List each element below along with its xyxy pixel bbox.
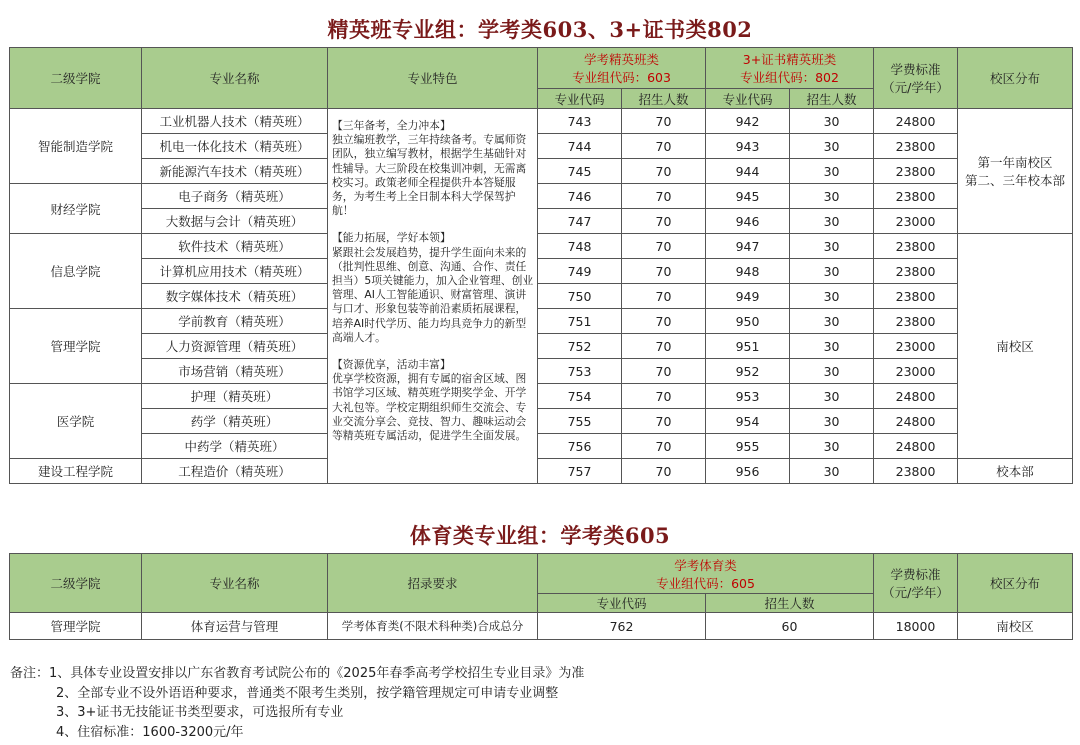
section1-title: 精英班专业组：学考类603、3+证书类802	[327, 17, 753, 42]
code-cell: 956	[706, 459, 790, 484]
enroll-cell: 30	[790, 309, 874, 334]
fee-unit: （元/学年）	[882, 80, 949, 95]
group-802-code: 专业组代码：802	[740, 70, 839, 85]
enroll-cell: 70	[622, 284, 706, 309]
enroll-cell: 70	[622, 159, 706, 184]
header-campus: 校区分布	[958, 48, 1073, 109]
enroll-cell: 70	[622, 334, 706, 359]
table-row	[10, 359, 1073, 384]
enroll-cell: 30	[790, 334, 874, 359]
table-row	[10, 459, 1073, 484]
major-cell: 药学（精英班）	[142, 409, 328, 434]
enroll-cell: 70	[622, 359, 706, 384]
code-cell: 949	[706, 284, 790, 309]
header-group-802	[706, 48, 874, 89]
table-row	[10, 184, 1073, 209]
enroll-cell: 30	[790, 184, 874, 209]
code-cell: 747	[538, 209, 622, 234]
enroll-cell: 70	[622, 309, 706, 334]
enroll-cell: 70	[622, 234, 706, 259]
enroll-cell: 70	[622, 434, 706, 459]
enroll-cell: 30	[790, 359, 874, 384]
group-603-name: 学考精英班类	[584, 52, 660, 67]
remark-line: 4、住宿标准：1600-3200元/年	[56, 724, 244, 740]
fee-cell: 23800	[874, 134, 958, 159]
table-row	[10, 209, 1073, 234]
code-cell: 952	[706, 359, 790, 384]
code-cell: 752	[538, 334, 622, 359]
header-college: 二级学院	[10, 48, 142, 109]
enroll-cell: 30	[790, 234, 874, 259]
feature-paragraph: 【能力拓展，学好本领】 紧跟社会发展趋势，提升学生面向未来的（批判性思维、创意、沟通、合作、责任担当）5项关键能力，加入企业管理、创业管理、AI人工智能通识、财富管理、演讲与口才、形象包装等前沿素质拓展课程，培养AI时代学历、能力均具竞争力的新型高端人才。	[332, 231, 534, 344]
fee-cell: 23000	[874, 334, 958, 359]
college-cell: 财经学院	[10, 184, 142, 234]
college-cell: 管理学院	[10, 309, 142, 384]
campus-line: 第一年南校区	[977, 155, 1053, 170]
fee-cell: 24800	[874, 384, 958, 409]
code-cell: 745	[538, 159, 622, 184]
code-cell: 751	[538, 309, 622, 334]
college-cell: 信息学院	[10, 234, 142, 309]
college-cell: 建设工程学院	[10, 459, 142, 484]
table-row	[10, 309, 1073, 334]
code-cell: 757	[538, 459, 622, 484]
header-group-605	[538, 554, 874, 594]
fee-label: 学费标准	[890, 567, 941, 582]
fee-cell: 23000	[874, 359, 958, 384]
sports-table	[9, 553, 1073, 640]
header-code-802: 专业代码	[706, 89, 790, 109]
code-cell: 749	[538, 259, 622, 284]
code-cell: 754	[538, 384, 622, 409]
major-cell: 计算机应用技术（精英班）	[142, 259, 328, 284]
major-cell: 工业机器人技术（精英班）	[142, 109, 328, 134]
header-college: 二级学院	[10, 554, 142, 613]
code-cell: 945	[706, 184, 790, 209]
code-cell: 942	[706, 109, 790, 134]
enroll-cell: 70	[622, 209, 706, 234]
group-605-name: 学考体育类	[674, 557, 737, 573]
fee-cell: 23800	[874, 459, 958, 484]
enroll-cell: 30	[790, 209, 874, 234]
header-enroll-605: 招生人数	[706, 594, 874, 613]
elite-table	[9, 47, 1073, 484]
campus-cell: 南校区	[958, 613, 1073, 640]
major-cell: 新能源汽车技术（精英班）	[142, 159, 328, 184]
enroll-cell: 70	[622, 184, 706, 209]
major-cell: 数字媒体技术（精英班）	[142, 284, 328, 309]
header-major: 专业名称	[142, 554, 328, 613]
table-row	[10, 334, 1073, 359]
header-fee	[874, 48, 958, 109]
fee-cell: 23800	[874, 159, 958, 184]
remarks	[10, 664, 584, 742]
header-enroll-802: 招生人数	[790, 89, 874, 109]
enroll-cell: 30	[790, 109, 874, 134]
college-cell: 医学院	[10, 384, 142, 459]
code-cell: 951	[706, 334, 790, 359]
remark-line: 3、3+证书无技能证书类型要求，可选报所有专业	[56, 705, 344, 720]
table-row	[10, 434, 1073, 459]
fee-cell: 24800	[874, 434, 958, 459]
enroll-cell: 30	[790, 284, 874, 309]
header-code-603: 专业代码	[538, 89, 622, 109]
code-cell: 944	[706, 159, 790, 184]
college-cell: 管理学院	[10, 613, 142, 640]
requirement-cell: 学考体育类(不限术科种类)合成总分	[328, 613, 538, 640]
major-cell: 人力资源管理（精英班）	[142, 334, 328, 359]
major-cell: 机电一体化技术（精英班）	[142, 134, 328, 159]
major-cell: 中药学（精英班）	[142, 434, 328, 459]
code-cell: 955	[706, 434, 790, 459]
campus-line: 第二、三年校本部	[965, 173, 1066, 188]
enroll-cell: 70	[622, 384, 706, 409]
enroll-cell: 70	[622, 409, 706, 434]
code-cell: 950	[706, 309, 790, 334]
enroll-cell: 30	[790, 159, 874, 184]
major-cell: 市场营销（精英班）	[142, 359, 328, 384]
fee-unit: （元/学年）	[882, 585, 949, 600]
header-group-603	[538, 48, 706, 89]
enroll-cell: 70	[622, 109, 706, 134]
code-cell: 954	[706, 409, 790, 434]
fee-cell: 23800	[874, 309, 958, 334]
enroll-cell: 70	[622, 259, 706, 284]
fee-cell: 23800	[874, 259, 958, 284]
feature-description	[328, 109, 538, 484]
code-cell: 948	[706, 259, 790, 284]
major-cell: 护理（精英班）	[142, 384, 328, 409]
code-cell: 746	[538, 184, 622, 209]
code-cell: 755	[538, 409, 622, 434]
group-605-code: 专业组代码：605	[656, 575, 755, 591]
enroll-cell: 30	[790, 459, 874, 484]
table-row	[10, 109, 1073, 134]
table-row	[10, 234, 1073, 259]
fee-label: 学费标准	[890, 62, 941, 77]
code-cell: 750	[538, 284, 622, 309]
code-cell: 753	[538, 359, 622, 384]
section2-title: 体育类专业组：学考类605	[409, 523, 671, 548]
major-cell: 大数据与会计（精英班）	[142, 209, 328, 234]
header-code-605: 专业代码	[538, 594, 706, 613]
code-cell: 953	[706, 384, 790, 409]
table-row	[10, 134, 1073, 159]
fee-cell: 23800	[874, 284, 958, 309]
feature-paragraph: 【资源优享，活动丰富】 优享学校资源，拥有专属的宿舍区域、图书馆学习区域、精英班学期奖学金、开学大礼包等。学校定期组织师生交流会、专业交流分享会、竞技、智力、趣味运动会等精英班专属活动，促进学生全面发展。	[332, 358, 527, 443]
header-campus: 校区分布	[958, 554, 1073, 613]
code-cell: 943	[706, 134, 790, 159]
table-row	[10, 613, 1073, 640]
major-cell: 软件技术（精英班）	[142, 234, 328, 259]
enroll-cell: 30	[790, 384, 874, 409]
enroll-cell: 30	[790, 259, 874, 284]
header-feature: 专业特色	[328, 48, 538, 109]
remark-line: 2、全部专业不设外语语种要求，普通类不限考生类别，按学籍管理规定可申请专业调整	[56, 685, 559, 701]
campus-cell: 南校区	[958, 234, 1073, 459]
major-cell: 学前教育（精英班）	[142, 309, 328, 334]
table-row	[10, 284, 1073, 309]
table-row	[10, 259, 1073, 284]
header-fee	[874, 554, 958, 613]
major-cell: 体育运营与管理	[142, 613, 328, 640]
enroll-cell: 60	[706, 613, 874, 640]
group-802-name: 3+证书精英班类	[742, 52, 837, 67]
enroll-cell: 70	[622, 459, 706, 484]
feature-paragraph: 【三年备考，全力冲本】 独立编班教学，三年持续备考。专属师资团队，独立编写教材，根据学生基础针对性辅导。大三阶段在校集训冲刺，无需离校实习。政策老师全程提供升本答疑服务，为考生考上全日制本科大学保驾护航！	[332, 119, 527, 218]
code-cell: 946	[706, 209, 790, 234]
header-enroll-603: 招生人数	[622, 89, 706, 109]
campus-cell	[958, 109, 1073, 234]
enroll-cell: 30	[790, 409, 874, 434]
table-row	[10, 409, 1073, 434]
enroll-cell: 70	[622, 134, 706, 159]
college-cell: 智能制造学院	[10, 109, 142, 184]
table-row	[10, 384, 1073, 409]
code-cell: 762	[538, 613, 706, 640]
enroll-cell: 30	[790, 434, 874, 459]
campus-cell: 校本部	[958, 459, 1073, 484]
fee-cell: 23800	[874, 184, 958, 209]
enroll-cell: 30	[790, 134, 874, 159]
code-cell: 744	[538, 134, 622, 159]
code-cell: 748	[538, 234, 622, 259]
fee-cell: 24800	[874, 109, 958, 134]
header-requirement: 招录要求	[328, 554, 538, 613]
fee-cell: 23800	[874, 234, 958, 259]
fee-cell: 18000	[874, 613, 958, 640]
major-cell: 电子商务（精英班）	[142, 184, 328, 209]
code-cell: 947	[706, 234, 790, 259]
major-cell: 工程造价（精英班）	[142, 459, 328, 484]
code-cell: 756	[538, 434, 622, 459]
fee-cell: 23000	[874, 209, 958, 234]
header-major: 专业名称	[142, 48, 328, 109]
group-603-code: 专业组代码：603	[572, 70, 671, 85]
table-row	[10, 159, 1073, 184]
code-cell: 743	[538, 109, 622, 134]
remark-line: 备注：1、具体专业设置安排以广东省教育考试院公布的《2025年春季高考学校招生专业目录》为准	[10, 666, 585, 681]
fee-cell: 24800	[874, 409, 958, 434]
